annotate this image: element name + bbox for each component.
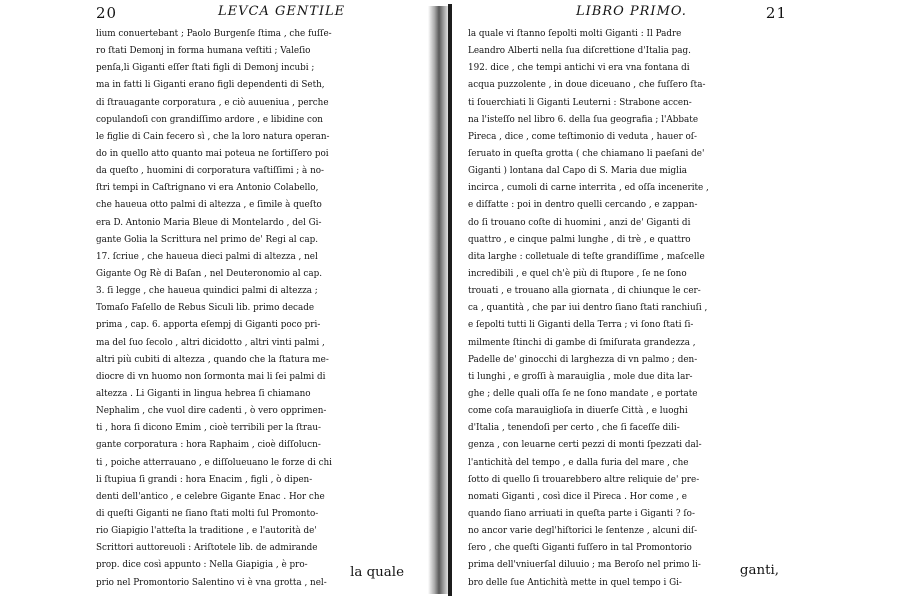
- right-page-body: [468, 26, 793, 592]
- text-line: prio nel Promontorio Salentino vi è vna grotta , nel-: [96, 577, 327, 588]
- text-line: ti , poiche atterrauano , e diſſolueuano le forze di chi: [96, 457, 332, 468]
- text-line: quattro , e cinque palmi lunghe , di trè , e quattro: [468, 234, 691, 245]
- text-line: quando ſiano arriuati in queſta parte i Giganti ? ſo-: [468, 508, 695, 519]
- left-page-header: [96, 0, 426, 26]
- text-line: 192. dice , che tempi antichi vi era vna fontana di: [468, 63, 690, 74]
- text-line: Leandro Alberti nella ſua diſcrettione d'Italia pag.: [468, 46, 691, 57]
- text-line: li ſtupiua ſi grandi : hora Enacim , figli , ò dipen-: [96, 474, 313, 485]
- text-line: penſa,li Giganti eſſer ſtati figli di Demonj incubi ;: [96, 63, 315, 74]
- text-line: ro ſtati Demonj in forma humana veſtiti ; Valeſio: [96, 46, 311, 57]
- text-line: ti lunghi , e groſſi à marauiglia , mole due dita lar-: [468, 371, 693, 382]
- text-line: ſtri tempi in Caſtrignano vi era Antonio Colabello,: [96, 183, 319, 194]
- text-line: acqua puzzolente , in doue diceuano , che fuſſero ſta-: [468, 80, 706, 91]
- text-line: che haueua otto palmi di altezza , e ſimile à queſto: [96, 200, 322, 211]
- text-line: bro delle ſue Antichità mette in quel tempo i Gi-: [468, 577, 682, 588]
- text-line: denti dell'antico , e celebre Gigante Enac . Hor che: [96, 491, 325, 502]
- text-line: Scrittori auttoreuoli : Ariſtotele lib. de admirande: [96, 543, 318, 554]
- text-line: do ſi trouano coſte di huomini , anzi de' Giganti di: [468, 217, 691, 228]
- text-line: e ſepolti tutti li Giganti della Terra ; vi ſono ſtati ſi-: [468, 320, 694, 331]
- text-line: prima dell'vniuerſal diluuio ; ma Beroſo nel primo li-: [468, 560, 701, 571]
- text-line: era D. Antonio Maria Bleue di Montelardo , del Gi-: [96, 217, 322, 228]
- book-gutter-shadow: [428, 6, 450, 594]
- text-line: Nephalim , che vuol dire cadenti , ò vero opprimen-: [96, 406, 327, 417]
- text-line: come coſa marauiglioſa in diuerſe Città , e luoghi: [468, 406, 688, 417]
- left-running-head: LEVCA GENTILE: [218, 4, 346, 19]
- text-line: e diſfatte : poi in dentro quelli cercando , e zappan-: [468, 200, 698, 211]
- text-line: no ancor varie degl'hiſtorici le ſentenze , alcuni diſ-: [468, 526, 698, 537]
- left-page: [96, 0, 426, 600]
- text-line: milmente ſtinchi di gambe di ſmiſurata grandezza ,: [468, 337, 696, 348]
- text-line: di ſtrauagante corporatura , e ciò auueniua , perche: [96, 97, 329, 108]
- text-line: ſero , che queſti Giganti fuſſero in tal Promontorio: [468, 543, 692, 554]
- text-line: ca , quantità , che par iui dentro ſiano ſtati ranchiuſi ,: [468, 303, 708, 314]
- text-line: ti , hora ſi dicono Emim , cioè terribili per la ſtrau-: [96, 423, 321, 434]
- text-line: ſotto di quello ſi trouarebbero altre reliquie de' pre-: [468, 474, 700, 485]
- text-line: gante corporatura : hora Raphaim , cioè diſſolucn-: [96, 440, 321, 451]
- text-line: d'Italia , tenendoſi per certo , che ſi faceſſe dili-: [468, 423, 680, 434]
- text-line: ma del ſuo ſecolo , altri dicidotto , altri vinti palmi ,: [96, 337, 325, 348]
- text-line: altezza . Li Giganti in lingua hebrea ſi chiamano: [96, 388, 311, 399]
- text-line: ma in fatti li Giganti erano figli dependenti di Seth,: [96, 80, 325, 91]
- text-line: Tomaſo Faſello de Rebus Siculi lib. primo decade: [96, 303, 315, 314]
- left-page-number: 20: [96, 4, 118, 22]
- text-line: copulandoſi con grandiſſimo ardore , e libidine con: [96, 114, 323, 125]
- text-line: di queſti Giganti ne ſiano ſtati molti ſul Promonto-: [96, 508, 319, 519]
- text-line: Gigante Og Rè di Baſan , nel Deuteronomio al cap.: [96, 268, 323, 279]
- text-line: do in quello atto quanto mai poteua ne ſortiſſero poi: [96, 148, 329, 159]
- text-line: rio Giapigio l'atteſta la traditione , e l'autorità de': [96, 526, 317, 537]
- text-line: Padelle de' ginocchi di larghezza di vn palmo ; den-: [468, 354, 698, 365]
- right-running-head: LIBRO PRIMO.: [576, 4, 687, 19]
- text-line: le figlie di Cain fecero sì , che la loro natura operan-: [96, 131, 330, 142]
- text-line: la quale vi ſtanno ſepolti molti Giganti : Il Padre: [468, 29, 682, 39]
- text-line: ti ſouerchiati li Giganti Leuterni : Strabone accen-: [468, 97, 692, 108]
- text-line: incredibili , e quel ch'è più di ſtupore , ſe ne ſono: [468, 268, 687, 279]
- text-line: ghe ; delle quali oſſa ſe ne ſono mandate , e portate: [468, 388, 698, 399]
- text-line: Pireca , dice , come teſtimonio di veduta , hauer oſ-: [468, 131, 697, 142]
- text-line: lium conuertebant ; Paolo Burgenſe ſtima , che fuſſe-: [96, 29, 332, 39]
- text-line: nomati Giganti , così dice il Pireca . Hor come , e: [468, 491, 687, 502]
- text-line: altri più cubiti di altezza , quando che la ſtatura me-: [96, 354, 329, 365]
- text-line: trouati , e trouano alla giornata , di chiunque le cer-: [468, 286, 701, 297]
- right-catchword: ganti,: [739, 563, 779, 578]
- text-line: prima , cap. 6. apporta eſempj di Giganti poco pri-: [96, 320, 321, 331]
- left-page-body: [96, 26, 426, 592]
- text-line: l'antichità del tempo , e dalla furia del mare , che: [468, 457, 689, 468]
- right-page-header: [468, 0, 793, 26]
- text-line: 3. ſi legge , che haueua quindici palmi di altezza ;: [96, 286, 318, 297]
- book-gutter-line: [448, 4, 452, 596]
- text-line: incirca , cumoli di carne interrita , ed oſſa incenerite ,: [468, 183, 709, 194]
- text-line: dita larghe : colletuale di teſte grandiſſime , maſcelle: [468, 251, 705, 262]
- text-line: genza , con leuarne certi pezzi di monti ſpezzati dal-: [468, 440, 702, 451]
- text-line: 17. ſcriue , che haueua dieci palmi di altezza , nel: [96, 251, 318, 262]
- text-line: diocre di vn huomo non ſormonta mai li ſei palmi di: [96, 371, 326, 382]
- text-line: ſeruato in queſta grotta ( che chiamano li paeſani de': [468, 148, 705, 159]
- text-line: da queſto , huomini di corporatura vaſtiſſimi ; à no-: [96, 166, 325, 177]
- right-page: [468, 0, 793, 600]
- text-line: Giganti ) lontana dal Capo di S. Maria due miglia: [468, 166, 688, 177]
- right-page-number: 21: [765, 4, 787, 22]
- text-line: gante Golia la Scrittura nel primo de' Regi al cap.: [96, 234, 319, 245]
- left-catchword: la quale: [350, 565, 404, 580]
- text-line: na l'isteſſo nel libro 6. della ſua geografia ; l'Abbate: [468, 114, 699, 125]
- text-line: prop. dice così appunto : Nella Giapigia , è pro-: [96, 560, 308, 571]
